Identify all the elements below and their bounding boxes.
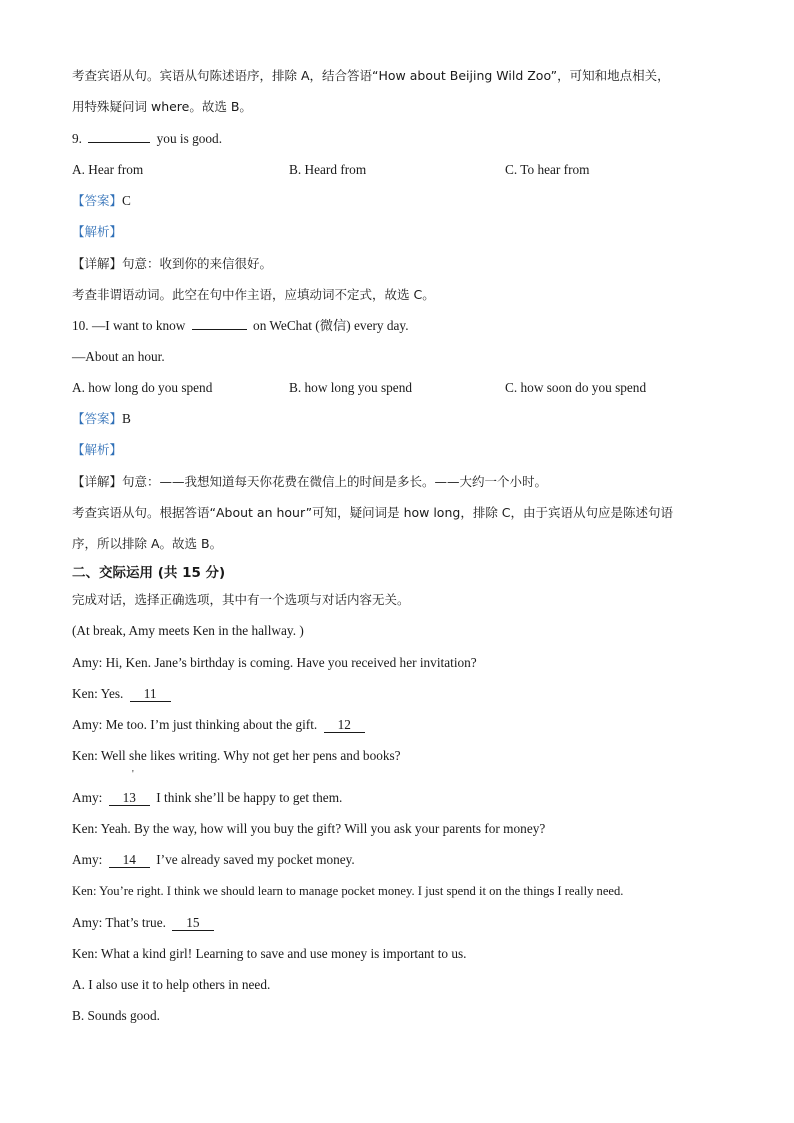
- answer-tag: 【答案】: [72, 193, 123, 208]
- numbered-blank: 15: [172, 916, 213, 931]
- option-b: B. how long you spend: [289, 380, 412, 395]
- dialogue-line: [72, 685, 174, 703]
- answer-value: B: [122, 411, 131, 426]
- dialogue-text: Ken: Yes.: [72, 686, 124, 701]
- detail-tag: 【详解】: [72, 256, 123, 271]
- dialogue-line: [72, 914, 217, 932]
- dialogue-text: Amy:: [72, 790, 103, 805]
- dialogue-text: I’ve already saved my pocket money.: [156, 852, 355, 867]
- explanation-line: 考查非谓语动词。此空在句中作主语，应填动词不定式，故选 C。: [72, 287, 435, 302]
- dot-mark: ': [132, 769, 134, 780]
- answer-blank: [192, 317, 247, 330]
- dialogue-text: Amy: That’s true.: [72, 915, 166, 930]
- choice-b: B. Sounds good.: [72, 1008, 160, 1023]
- option-c: C. To hear from: [505, 162, 590, 177]
- reply-line: —About an hour.: [72, 349, 165, 364]
- answer-line: [72, 192, 131, 210]
- question-text: on WeChat (微信) every day.: [253, 318, 409, 333]
- answer-blank: [88, 130, 150, 143]
- analysis-tag: 【解析】: [72, 442, 123, 457]
- dialogue-line: Ken: You’re right. I think we should learn to manage pocket money. I just spend it on the things I really need.: [72, 884, 624, 898]
- numbered-blank: 13: [109, 791, 150, 806]
- detail-text: 句意：——我想知道每天你花费在微信上的时间是多长。——大约一个小时。: [122, 474, 548, 489]
- detail-line: [72, 473, 547, 491]
- option-b: B. Heard from: [289, 162, 367, 177]
- question-number: 9.: [72, 131, 82, 146]
- dialogue-line: [72, 851, 355, 869]
- detail-text: 句意：收到你的来信很好。: [122, 256, 273, 271]
- question-text: 10. —I want to know: [72, 318, 186, 333]
- dialogue-line: Ken: Yeah. By the way, how will you buy the gift? Will you ask your parents for money?: [72, 821, 546, 836]
- section-title: 二、交际运用 (共 15 分): [72, 565, 226, 581]
- detail-tag: 【详解】: [72, 474, 123, 489]
- analysis-line: 考查宾语从句。宾语从句陈述语序，排除 A，结合答语“How about Beijing Wild Zoo”，可知和地点相关，: [72, 68, 670, 83]
- dialogue-line: [72, 789, 342, 807]
- dialogue-line: [72, 716, 368, 734]
- dialogue-line: Ken: Well she likes writing. Why not get her pens and books?: [72, 748, 401, 763]
- dialogue-text: I think she’ll be happy to get them.: [156, 790, 343, 805]
- question-10: [72, 317, 409, 335]
- question-text: you is good.: [156, 131, 223, 146]
- scene-line: (At break, Amy meets Ken in the hallway. ): [72, 623, 304, 638]
- numbered-blank: 11: [130, 687, 171, 702]
- question-9: [72, 130, 222, 148]
- dialogue-text: Amy: Me too. I’m just thinking about the gift.: [72, 717, 318, 732]
- answer-value: C: [122, 193, 131, 208]
- answer-line: [72, 410, 131, 428]
- explanation-line: 序，所以排除 A。故选 B。: [72, 536, 223, 551]
- detail-line: [72, 255, 272, 273]
- numbered-blank: 12: [324, 718, 365, 733]
- answer-tag: 【答案】: [72, 411, 123, 426]
- option-a: A. Hear from: [72, 162, 144, 177]
- analysis-tag: 【解析】: [72, 224, 123, 239]
- instruction: 完成对话，选择正确选项，其中有一个选项与对话内容无关。: [72, 592, 410, 607]
- option-c: C. how soon do you spend: [505, 380, 647, 395]
- analysis-line: 用特殊疑问词 where。故选 B。: [72, 99, 252, 114]
- explanation-line: 考查宾语从句。根据答语“About an hour”可知，疑问词是 how long，排除 C，由于宾语从句应是陈述句语: [72, 505, 674, 520]
- numbered-blank: 14: [109, 853, 150, 868]
- dialogue-line: Amy: Hi, Ken. Jane’s birthday is coming. Have you received her invitation?: [72, 655, 477, 670]
- option-a: A. how long do you spend: [72, 380, 213, 395]
- choice-a: A. I also use it to help others in need.: [72, 977, 271, 992]
- dialogue-text: Amy:: [72, 852, 103, 867]
- dialogue-line: Ken: What a kind girl! Learning to save and use money is important to us.: [72, 946, 467, 961]
